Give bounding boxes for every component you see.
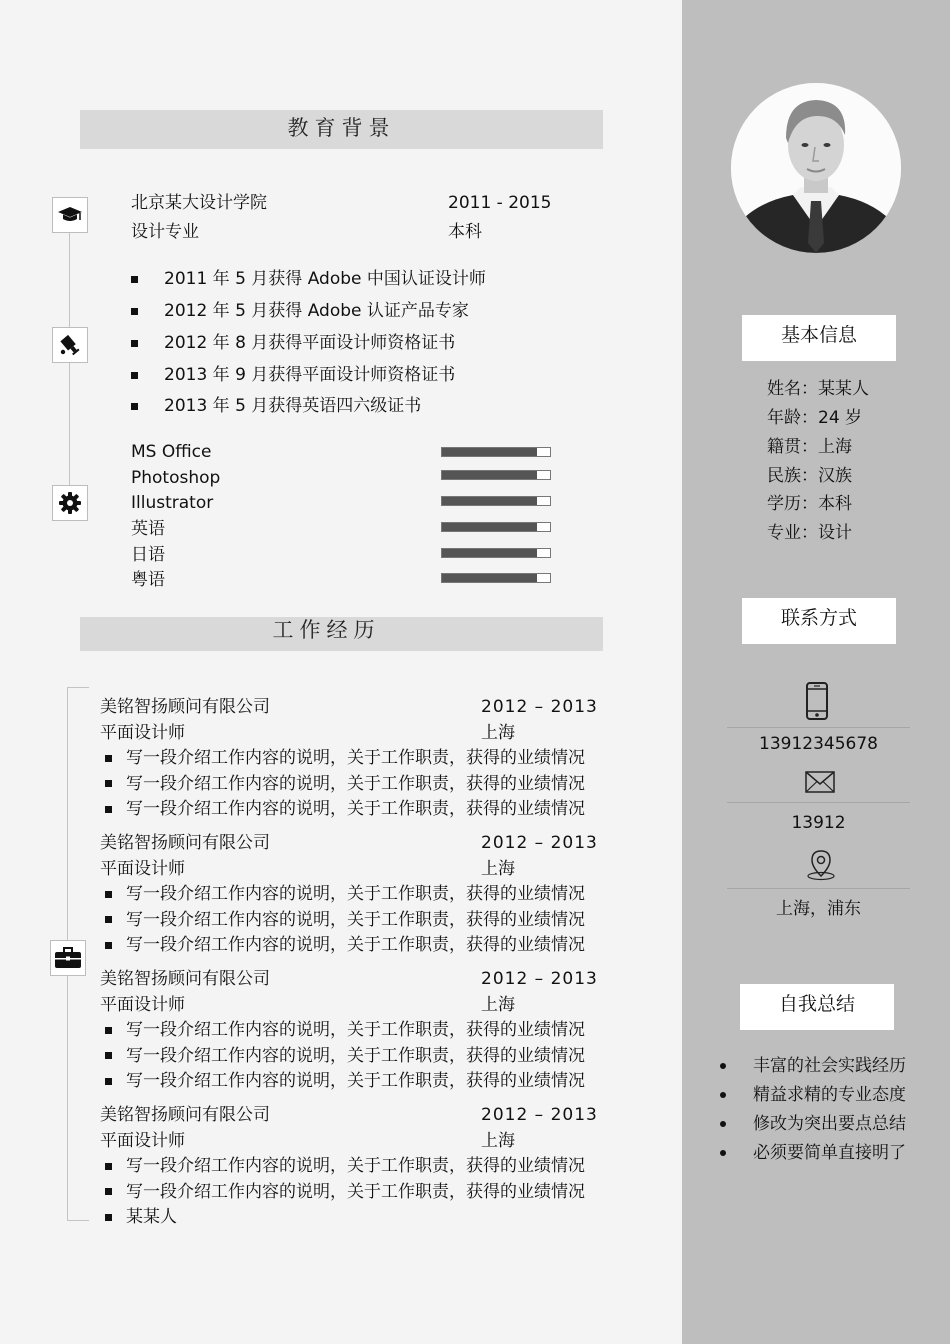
skill-bar [441,496,551,506]
job-position: 平面设计师 [100,858,185,879]
education-icon-box [52,197,88,233]
list-item: 必须要简单直接明了 [720,1143,906,1163]
skill-name: Illustrator [131,493,214,513]
list-item: 2013 年 9 月获得平面设计师资格证书 [131,365,455,385]
skills-icon-box [52,485,88,521]
avatar [731,83,901,253]
list-item: 丰富的社会实践经历 [720,1056,906,1076]
location-pin-icon [806,849,836,881]
info-age: 年龄：24 岁 [767,408,863,428]
job-company: 美铭智扬顾问有限公司 [100,1105,270,1125]
education-years: 2011 - 2015 [448,193,552,213]
skill-bar [441,522,551,532]
list-item: 某某人 [105,1207,177,1227]
job-location: 上海 [481,858,515,879]
list-item: 写一段介绍工作内容的说明，关于工作职责，获得的业绩情况 [105,774,585,794]
list-item: 2012 年 5 月获得 Adobe 认证产品专家 [131,301,469,321]
job-years: 2012 – 2013 [481,697,598,717]
job-location: 上海 [481,722,515,743]
list-item: 写一段介绍工作内容的说明，关于工作职责，获得的业绩情况 [105,799,585,819]
job-company: 美铭智扬顾问有限公司 [100,697,270,717]
job-location: 上海 [481,994,515,1015]
divider [727,727,910,728]
list-item: 写一段介绍工作内容的说明，关于工作职责，获得的业绩情况 [105,1156,585,1176]
skill-bar [441,548,551,558]
list-item: 2013 年 5 月获得英语四六级证书 [131,396,421,416]
mail-icon [805,771,835,793]
graduation-cap-icon [57,205,83,225]
list-item: 写一段介绍工作内容的说明，关于工作职责，获得的业绩情况 [105,1071,585,1091]
degree: 本科 [448,222,482,242]
skill-bar [441,447,551,457]
list-item: 写一段介绍工作内容的说明，关于工作职责，获得的业绩情况 [105,884,585,904]
list-item: 2012 年 8 月获得平面设计师资格证书 [131,333,455,353]
list-item: 2011 年 5 月获得 Adobe 中国认证设计师 [131,269,486,289]
job-years: 2012 – 2013 [481,833,598,853]
gear-icon [58,491,82,515]
info-education: 学历：本科 [767,494,852,514]
job-position: 平面设计师 [100,1130,185,1151]
list-item: 写一段介绍工作内容的说明，关于工作职责，获得的业绩情况 [105,1020,585,1040]
award-icon [58,333,82,357]
job-position: 平面设计师 [100,994,185,1015]
address: 上海，浦东 [776,899,861,919]
job-location: 上海 [481,1130,515,1151]
skill-bar [441,573,551,583]
education-timeline [69,232,70,502]
list-item: 写一段介绍工作内容的说明，关于工作职责，获得的业绩情况 [105,1046,585,1066]
work-icon-box [50,940,86,976]
divider [727,888,910,889]
work-title: 工作经历 [272,618,381,642]
major: 设计专业 [131,222,199,242]
info-ethnicity: 民族：汉族 [767,466,852,486]
skill-name: Photoshop [131,468,221,488]
job-position: 平面设计师 [100,722,185,743]
info-hometown: 籍贯：上海 [767,437,852,457]
award-icon-box [52,327,88,363]
education-title: 教育背景 [287,116,396,140]
skill-name: MS Office [131,442,212,462]
list-item: 修改为突出要点总结 [720,1114,906,1134]
contact-title: 联系方式 [742,598,896,644]
skill-name: 粤语 [131,570,165,590]
job-years: 2012 – 2013 [481,1105,598,1125]
work-header-bar [80,617,603,651]
list-item: 写一段介绍工作内容的说明，关于工作职责，获得的业绩情况 [105,910,585,930]
school-name: 北京某大设计学院 [131,193,267,213]
skill-name: 日语 [131,545,165,565]
job-years: 2012 – 2013 [481,969,598,989]
skill-name: 英语 [131,519,165,539]
job-company: 美铭智扬顾问有限公司 [100,833,270,853]
basic-info-title: 基本信息 [742,315,896,361]
phone-icon [805,682,829,720]
education-header-bar [80,110,603,149]
list-item: 精益求精的专业态度 [720,1085,906,1105]
summary-title: 自我总结 [740,984,894,1030]
list-item: 写一段介绍工作内容的说明，关于工作职责，获得的业绩情况 [105,748,585,768]
info-name: 姓名：某某人 [767,379,869,399]
skill-bar [441,470,551,480]
list-item: 写一段介绍工作内容的说明，关于工作职责，获得的业绩情况 [105,1182,585,1202]
email: 13912 [791,813,846,833]
phone-number: 13912345678 [759,734,878,754]
divider [727,802,910,803]
briefcase-icon [54,946,82,970]
list-item: 写一段介绍工作内容的说明，关于工作职责，获得的业绩情况 [105,935,585,955]
job-company: 美铭智扬顾问有限公司 [100,969,270,989]
info-major: 专业：设计 [767,523,852,543]
